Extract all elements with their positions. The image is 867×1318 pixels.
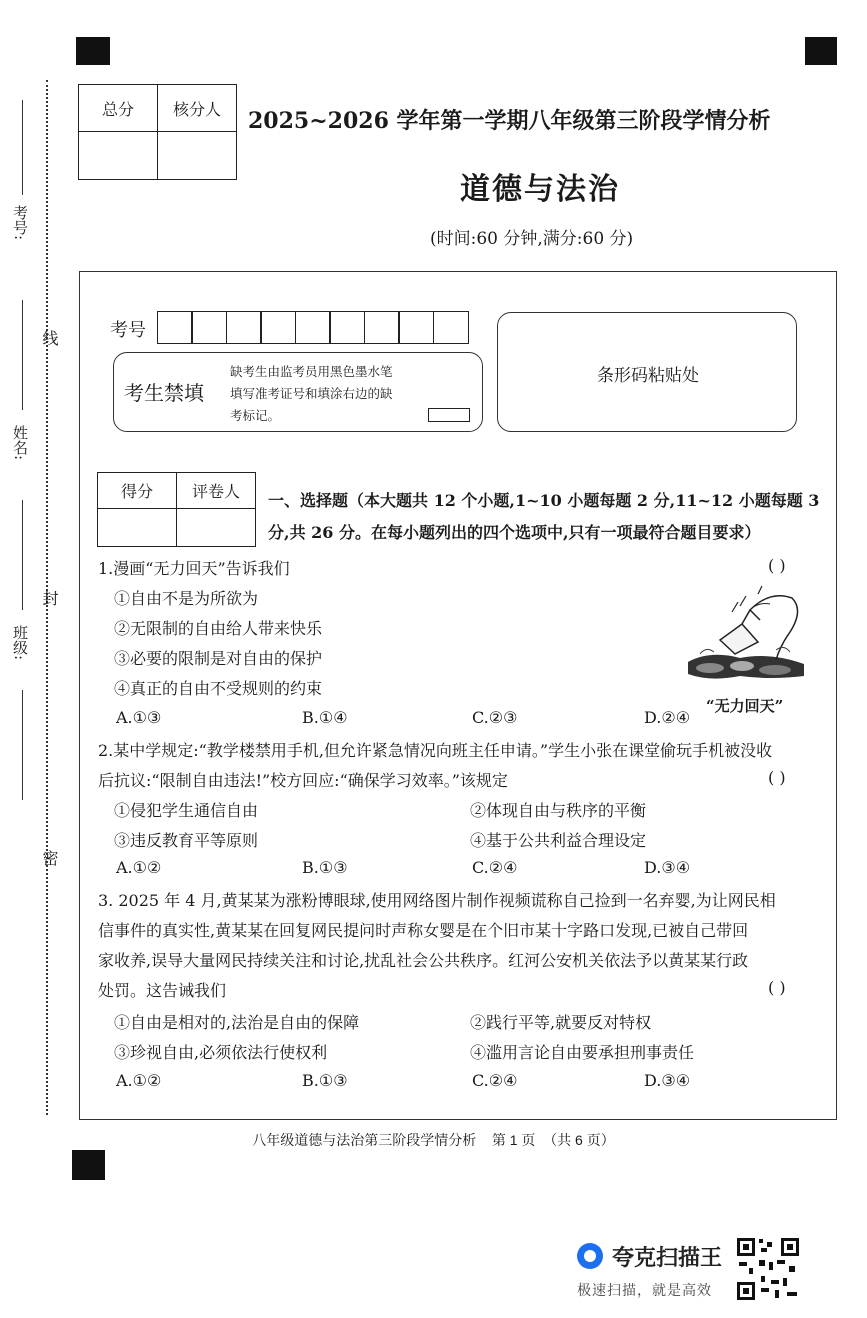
checker-cell[interactable] (158, 132, 237, 180)
page-footer: 八年级道德与法治第三阶段学情分析 第 1 页 （共 6 页） (252, 1132, 615, 1148)
q3-option-2: ②践行平等,就要反对特权 (470, 1013, 652, 1032)
forbidden-label: 考生禁填 (124, 381, 204, 405)
exam-number-cell[interactable] (157, 311, 193, 344)
q3-stem-line-2: 信事件的真实性,黄某某在回复网民提问时声称女婴是在个旧市某十字路口发现,已被自己带回 (98, 921, 749, 940)
q2-stem-line-2: 后抗议:“限制自由违法!”校方回应:“确保学习效率。”该规定 (98, 771, 508, 790)
exam-number-cell[interactable] (226, 311, 262, 344)
q1-choice-d[interactable]: D.②④ (644, 708, 691, 727)
mi-margin-label: 密 (40, 850, 59, 866)
section-heading-line-2: 分,共 26 分。在每小题列出的四个选项中,只有一项最符合题目要求） (268, 523, 761, 542)
q3-stem-line-3: 家收养,误导大量网民持续关注和讨论,扰乱社会公共秩序。红河公安机关依法予以黄某某行政 (98, 951, 749, 970)
banji-margin-label: 班级: (11, 625, 29, 661)
exam-number-cell[interactable] (191, 311, 227, 344)
banji-margin-line-lower (22, 690, 23, 800)
q3-choice-c[interactable]: C.②④ (472, 1071, 518, 1090)
q3-option-4: ④滥用言论自由要承担刑事责任 (470, 1043, 695, 1062)
section-score-table (97, 472, 256, 547)
qr-code-icon (735, 1236, 801, 1302)
section-score-header: 得分 (98, 473, 177, 509)
forbidden-note-line-2: 填写准考证号和填涂右边的缺 (230, 386, 393, 401)
total-score-table (78, 84, 237, 180)
xian-margin-label: 线 (40, 330, 59, 346)
kaohao-margin-line (22, 100, 23, 195)
subject-title: 道德与法治 (460, 172, 620, 207)
exam-number-label: 考号 (110, 320, 146, 341)
time-info: (时间:60 分钟,满分:60 分) (430, 229, 634, 249)
exam-number-cell[interactable] (329, 311, 365, 344)
q2-option-1: ①侵犯学生通信自由 (114, 801, 259, 820)
total-score-header: 总分 (79, 85, 158, 132)
xingming-margin-line (22, 300, 23, 410)
q2-option-2: ②体现自由与秩序的平衡 (470, 801, 647, 820)
exam-number-cell[interactable] (433, 311, 469, 344)
section-heading-line-1: 一、选择题（本大题共 12 个小题,1~10 小题每题 2 分,11~12 小题每题 3 (268, 491, 820, 510)
checker-header: 核分人 (158, 85, 237, 132)
scanner-logo-icon (577, 1243, 603, 1269)
q1-answer-paren[interactable]: ( ) (768, 556, 786, 575)
forbidden-note-line-1: 缺考生由监考员用黑色墨水笔 (230, 364, 393, 379)
q1-choice-b[interactable]: B.①④ (302, 708, 348, 727)
banji-margin-line (22, 500, 23, 610)
q1-option-1: ①自由不是为所欲为 (114, 589, 259, 608)
q2-stem-line-1: 2.某中学规定:“教学楼禁用手机,但允许紧急情况向班主任申请。”学生小张在课堂偷玩手机被没收 (98, 741, 773, 760)
cartoon-caption: “无力回天” (706, 697, 784, 715)
section-grader-header: 评卷人 (177, 473, 256, 509)
section-grader-cell[interactable] (177, 509, 256, 547)
q2-choice-a[interactable]: A.①② (116, 858, 162, 877)
absent-mark-box[interactable] (428, 408, 470, 422)
exam-number-cell[interactable] (398, 311, 434, 344)
q2-choice-b[interactable]: B.①③ (302, 858, 348, 877)
q2-option-4: ④基于公共利益合理设定 (470, 831, 647, 850)
kaohao-margin-label: 考号: (11, 205, 29, 241)
scanner-slogan: 极速扫描，就是高效 (577, 1283, 712, 1299)
exam-number-cells[interactable] (158, 311, 469, 344)
forbidden-note-line-3: 考标记。 (230, 408, 281, 423)
exam-number-cell[interactable] (260, 311, 296, 344)
q3-stem-line-4: 处罚。这告诫我们 (98, 981, 227, 1000)
q1-option-2: ②无限制的自由给人带来快乐 (114, 619, 323, 638)
q1-choice-a[interactable]: A.①③ (116, 708, 162, 727)
q3-stem-line-1: 3. 2025 年 4 月,黄某某为涨粉博眼球,使用网络图片制作视频谎称自己捡到一名弃婴,为让网民相 (98, 891, 776, 910)
scanner-brand: 夸克扫描王 (612, 1246, 723, 1271)
total-score-cell[interactable] (79, 132, 158, 180)
barcode-label: 条形码粘贴处 (597, 366, 699, 386)
q3-choice-a[interactable]: A.①② (116, 1071, 162, 1090)
exam-number-cell[interactable] (295, 311, 331, 344)
q2-option-3: ③违反教育平等原则 (114, 831, 259, 850)
section-score-cell[interactable] (98, 509, 177, 547)
q3-choice-b[interactable]: B.①③ (302, 1071, 348, 1090)
q3-choice-d[interactable]: D.③④ (644, 1071, 691, 1090)
q3-option-3: ③珍视自由,必须依法行使权利 (114, 1043, 328, 1062)
feng-margin-label: 封 (40, 590, 59, 606)
exam-title: 2025~2026 学年第一学期八年级第三阶段学情分析 (248, 108, 771, 134)
q3-option-1: ①自由是相对的,法治是自由的保障 (114, 1013, 360, 1032)
registration-mark-top-right (805, 37, 837, 65)
registration-mark-top-left (76, 37, 110, 65)
q2-choice-d[interactable]: D.③④ (644, 858, 691, 877)
q2-choice-c[interactable]: C.②④ (472, 858, 518, 877)
q1-choice-c[interactable]: C.②③ (472, 708, 518, 727)
q1-option-4: ④真正的自由不受规则的约束 (114, 679, 323, 698)
xingming-margin-label: 姓名: (11, 425, 29, 461)
q1-option-3: ③必要的限制是对自由的保护 (114, 649, 323, 668)
registration-mark-bottom-left (72, 1150, 105, 1180)
exam-number-cell[interactable] (364, 311, 400, 344)
cartoon-illustration (680, 580, 810, 690)
q2-answer-paren[interactable]: ( ) (768, 768, 786, 787)
q1-stem: 1.漫画“无力回天”告诉我们 (98, 559, 290, 578)
q3-answer-paren[interactable]: ( ) (768, 978, 786, 997)
